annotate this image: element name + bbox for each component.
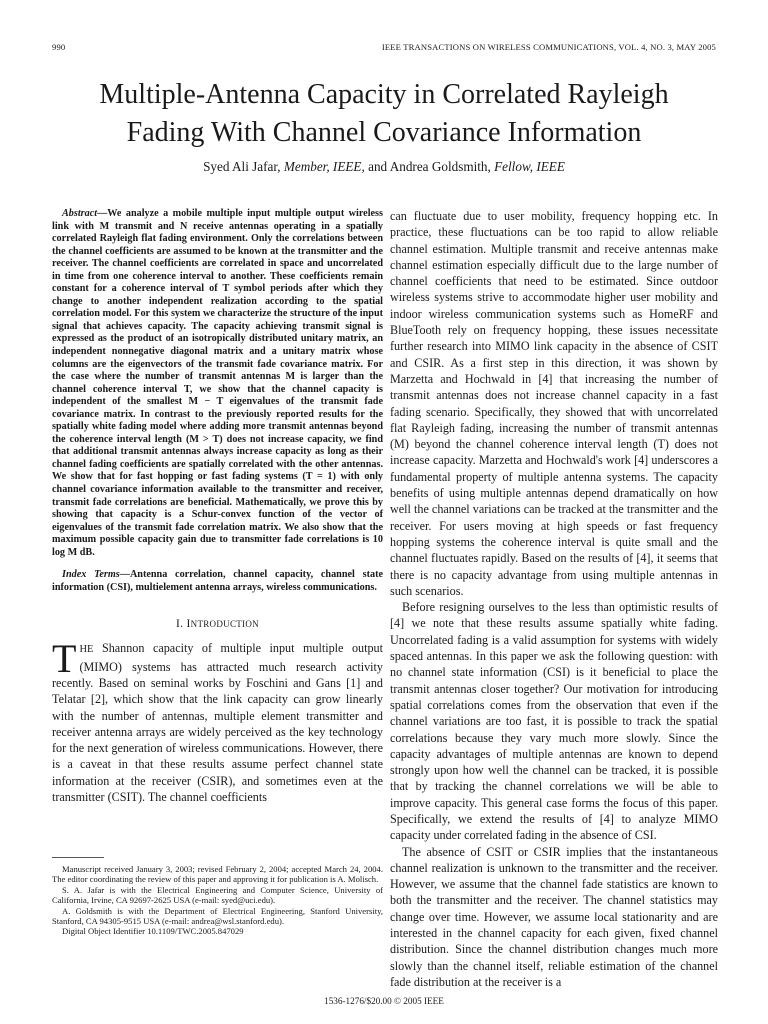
intro-body <box>52 636 383 805</box>
paper-title <box>30 76 738 152</box>
footnote-manuscript: Manuscript received January 3, 2003; revised February 2, 2004; accepted March 24, 2004. The editor coordinating the review of this paper and approving it for publication is A. Molisch. <box>52 864 383 885</box>
footnote-doi: Digital Object Identifier 10.1109/TWC.2005.847029 <box>62 926 244 937</box>
body-paragraph-2: Before resigning ourselves to the less than optimistic results of [4] we note that these results assume spatially white fading. Uncorrelated fading is a valid assumption for systems with widely spaced antennas. In this paper we ask the following question: with no channel state information (CSI) is it beneficial to place the transmit antennas closer together? Our motivation for introducing spatial correlations comes from the observation that even if the channel variations are too fast, it is possible to track the spatial correlations because they vary much more slowly. Since the capacity advantages of multiple antennas are known to depend strongly upon how well the channel can be tracked, it is possible that by tracking the channel correlations we will be able to improve capacity. This general case forms the focus of this paper. Specifically, we extend the results of [4] to analyze MIMO capacity under correlated fading in the absence of CSI. <box>390 600 718 843</box>
author-2-role: Fellow, IEEE <box>494 159 565 174</box>
abstract-label: Abstract— <box>62 208 108 219</box>
intro-smallcaps: HE <box>79 644 94 656</box>
section-heading-introduction <box>52 618 383 630</box>
index-terms <box>52 569 383 594</box>
section-number: I. <box>176 618 187 631</box>
intro-text: Shannon capacity of multiple input multiple output (MIMO) systems has attracted much research activity recently. Based on seminal works by Foschini and Gans [1] and Telatar [2], which show that the link capacity can grow linearly with the number of antennas, multiple element transmitter and receiver antenna arrays are widely perceived as the key technology for the next generation of wireless communications. However, there is a caveat in that these results assume perfect channel state information at the receiver (CSIR), and sometimes even at the transmitter (CSIT). The channel coefficients <box>52 641 383 805</box>
author-conjunction: and <box>368 159 388 174</box>
left-column <box>52 208 383 805</box>
abstract-text: We analyze a mobile multiple input multiple output wireless link with M transmit and N receive antennas operating in a spatially correlated Rayleigh flat fading environment. Only the correlations between the channel coefficients are assumed to be known at the transmitter and the receiver. The channel coefficients are correlated in space and uncorrelated in time from one coherence interval to another. These coefficients remain constant for a coherence interval of T symbol periods after which they change to another independent realization according to the spatial correlation model. For this system we characterize the structure of the input signal that achieves capacity. The capacity achieving transmit signal is expressed as the product of an isotropically distributed unitary matrix, an independent nonnegative diagonal matrix and a unitary matrix whose columns are the eigenvectors of the transmit fade covariance matrix. For the case where the number of transmit antennas M is larger than the channel coherence interval T, we show that the channel capacity is independent of the smallest M − T eigenvalues of the transmit fade covariance matrix. In contrast to the previously reported results for the spatially white fading model where adding more transmit antennas beyond the coherence interval length (M > T) does not increase capacity, we find that additional transmit antennas always increase capacity as long as their channel fading coefficients are spatially correlated with the other antennas. We show that for fast hopping or fast fading systems (T = 1) with only channel covariance information available to the transmitter and receiver, transmit fade correlations are beneficial. Mathematically, we prove this by showing that capacity is a Schur-convex function of the vector of eigenvalues of the transmit fade correlation matrix. We also show that the maximum possible capacity gain due to transmitter fade correlations is 10 log M dB. <box>52 208 383 558</box>
index-terms-label: Index Terms— <box>62 569 130 581</box>
author-2: Andrea Goldsmith, <box>389 159 491 174</box>
body-paragraph-1: can fluctuate due to user mobility, frequency hopping etc. In practice, these fluctuations can be too rapid to allow reliable channel estimation. Multiple transmit and receive antennas make channel estimation especially difficult due to the large number of channel coefficients that need to be estimated. Since outdoor wireless systems strive to accommodate higher user mobility and indoor wireless communication systems such as HomeRF and BlueTooth rely on frequency hopping, these issues necessitate further research into MIMO link capacity in the absence of CSIT and CSIR. As a first step in this direction, it was shown by Marzetta and Hochwald in [4] that increasing the number of transmit antennas does not increase channel capacity in a fast fading scenario. Specifically, they showed that with uncorrelated flat Rayleigh fading, increasing the number of transmit antennas (M) beyond the channel coherence interval length (T) does not increase capacity. Marzetta and Hochwald's work [4] underscores a fundamental property of multiple antenna systems. The capacity benefits of using multiple antennas depend dramatically on how well the channel variations can be tracked at the transmitter and the receiver. For users moving at high speeds or fast frequency hopping systems the coherence interval is quite small and the channel fluctuates rapidly. Based on the results of [4], it seems that there is no capacity advantage from using multiple antennas in such scenarios. <box>390 209 718 598</box>
page-number: 990 <box>52 42 66 52</box>
right-column <box>390 208 718 990</box>
footnote-rule <box>52 857 104 858</box>
copyright-line: 1536-1276/$20.00 © 2005 IEEE <box>324 996 444 1006</box>
drop-cap: T <box>52 636 77 682</box>
footnote-author-2: A. Goldsmith is with the Department of Electrical Engineering, Stanford University, Stanford, CA 94305-9515 USA (e-mail: andrea@wsl.stanford.edu). <box>52 905 383 927</box>
body-paragraph-3: The absence of CSIT or CSIR implies that the instantaneous channel realization is unknown to the transmitter and the receiver. However, we assume that the channel fade statistics are known to both the transmitter and the receiver. The channel statistics may change over time. However, we assume local stationarity and are interested in the channel capacity for each given, fixed channel distribution. Since the channel distribution changes much more slowly than the channel itself, reliable estimation of the channel fade distribution at the receiver is a <box>390 844 718 989</box>
abstract <box>52 208 383 559</box>
author-line <box>30 158 738 176</box>
section-title-first: I <box>186 618 191 631</box>
footnote-author-1: S. A. Jafar is with the Electrical Engineering and Computer Science, University of California, Irvine, CA 92697-2625 USA (e-mail: syed@uci.edu). <box>52 884 383 906</box>
footnotes <box>52 864 383 937</box>
intro-paragraph <box>52 636 383 805</box>
title-line-2: Fading With Channel Covariance Information <box>126 117 642 148</box>
journal-name: IEEE TRANSACTIONS ON WIRELESS COMMUNICATIONS, VOL. 4, NO. 3, MAY 2005 <box>381 42 716 52</box>
author-1: Syed Ali Jafar, <box>203 159 281 174</box>
index-terms-text: Antenna correlation, channel capacity, channel state information (CSI), multielement antenna arrays, wireless communications. <box>52 569 383 593</box>
running-header <box>52 42 716 56</box>
section-title-rest: NTRODUCTION <box>190 619 259 630</box>
title-line-1: Multiple-Antenna Capacity in Correlated Rayleigh <box>99 79 669 110</box>
author-1-role: Member, IEEE, <box>283 159 365 174</box>
